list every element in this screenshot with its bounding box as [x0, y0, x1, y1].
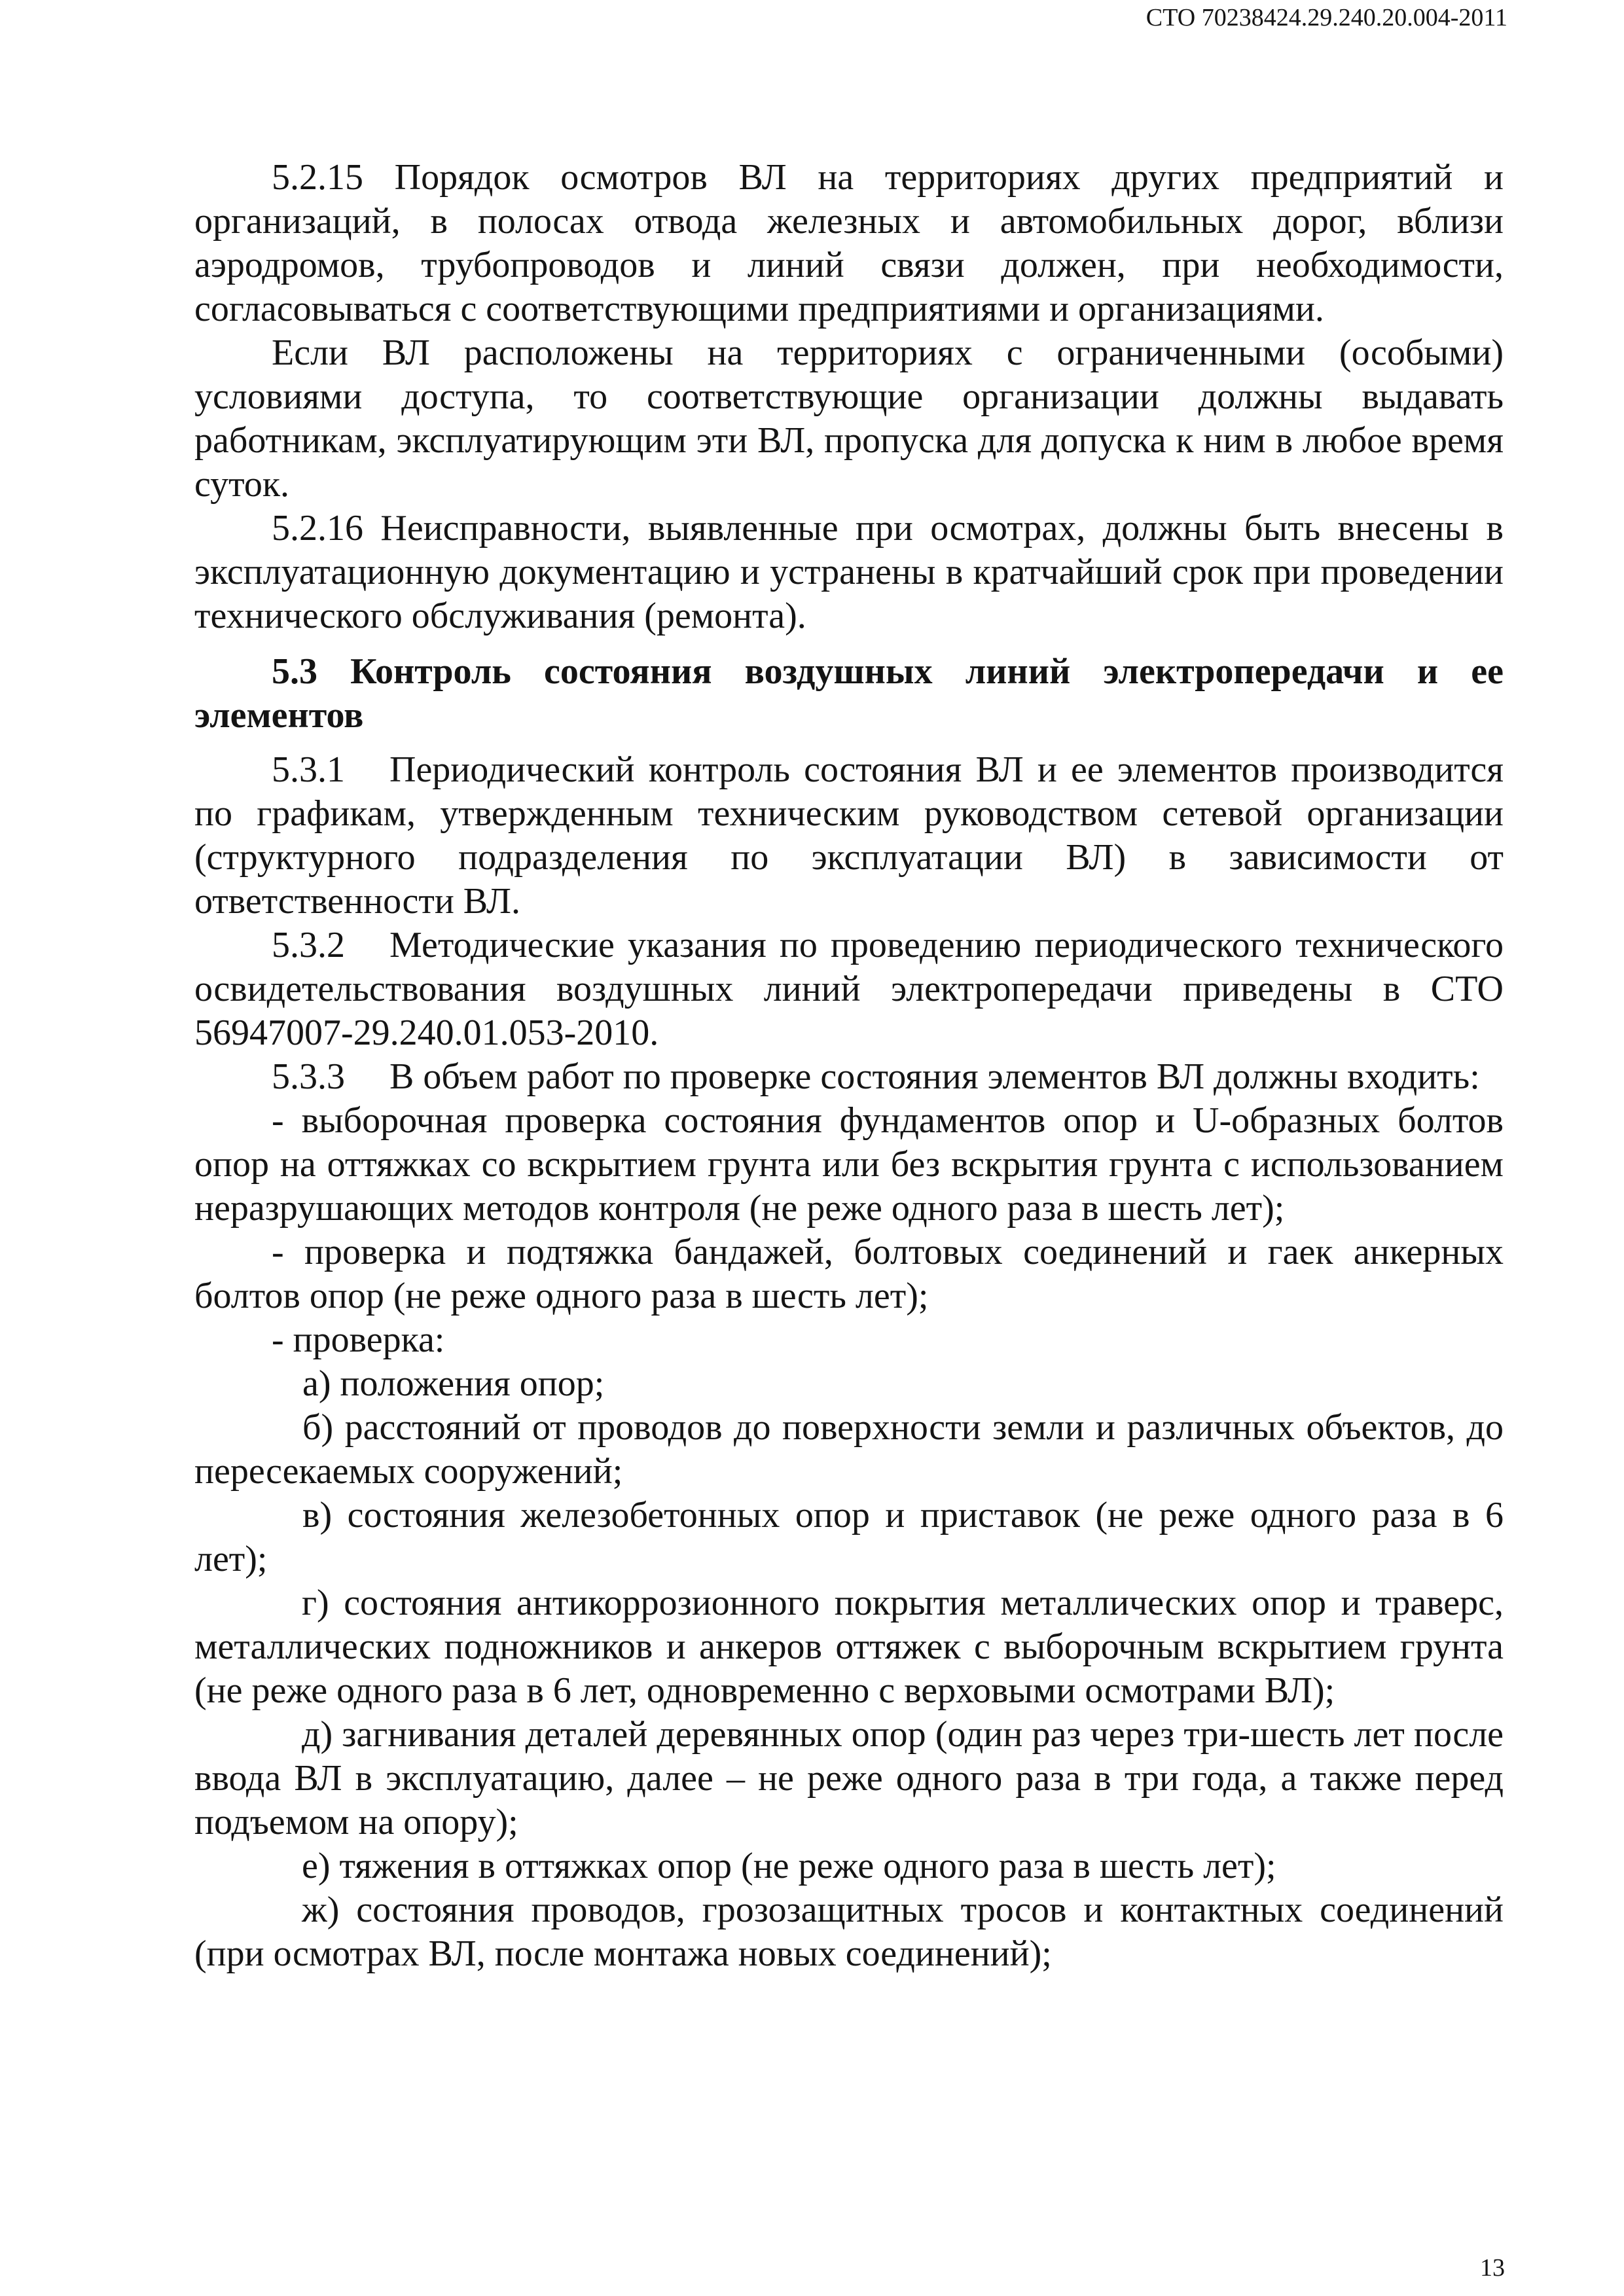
section-heading-5-3: 5.3 Контроль состояния воздушных линий электропередачи и ее элементов [194, 651, 1504, 736]
clause-number: 5.3.1 [272, 749, 345, 790]
clause-text: В объем работ по проверке состояния элементов ВЛ должны входить: [389, 1056, 1480, 1097]
list-item-a: а) положения опор; [302, 1363, 605, 1404]
bullet-foundations-check: - выборочная проверка состояния фундаментов опор и U-образных болтов опор на оттяжках со вскрытием грунта или без вскрытия грунта с использованием неразрушающих методов контроля (не реже одного раза в шесть лет); [194, 1100, 1504, 1229]
clause-text: Периодический контроль состояния ВЛ и ее элементов производится по графикам, утвержденным техническим руководством сетевой организации (структурного подразделения по эксплуатации ВЛ) в зависимости от ответственности ВЛ. [194, 749, 1504, 922]
clause-number: 5.3.3 [272, 1056, 345, 1097]
document-code-header: СТО 70238424.29.240.20.004-2011 [1146, 4, 1507, 31]
bullet-check-list: - проверка: [272, 1319, 445, 1360]
list-item-v: в) состояния железобетонных опор и приставок (не реже одного раза в 6 лет); [194, 1495, 1504, 1579]
paragraph-5-2-16: 5.2.16 Неисправности, выявленные при осмотрах, должны быть внесены в эксплуатационную документацию и устранены в кратчайший срок при проведении технического обслуживания (ремонта). [194, 508, 1504, 636]
page-number: 13 [1480, 2254, 1505, 2282]
paragraph-5-3-1 [194, 748, 1504, 924]
bullet-bandage-check: - проверка и подтяжка бандажей, болтовых соединений и гаек анкерных болтов опор (не реже одного раза в шесть лет); [194, 1232, 1504, 1316]
list-item-zh: ж) состояния проводов, грозозащитных тросов и контактных соединений (при осмотрах ВЛ, после монтажа новых соединений); [194, 1890, 1504, 1974]
document-body [194, 156, 1504, 1976]
paragraph-5-3-3 [194, 1055, 1504, 1099]
paragraph-5-2-15: 5.2.15 Порядок осмотров ВЛ на территориях других предприятий и организаций, в полосах отвода железных и автомобильных дорог, вблизи аэродромов, трубопроводов и линий связи должен, при необходимости, согласовываться с соответствующими предприятиями и организациями. [194, 157, 1504, 329]
paragraph-access-conditions: Если ВЛ расположены на территориях с ограниченными (особыми) условиями доступа, то соответствующие организации должны выдавать работникам, эксплуатирующим эти ВЛ, пропуска для допуска к ним в любое время суток. [194, 332, 1504, 505]
list-item-g: г) состояния антикоррозионного покрытия металлических опор и траверс, металлических подножников и анкеров оттяжек с выборочным вскрытием грунта (не реже одного раза в 6 лет, одновременно с верховыми осмотрами ВЛ); [194, 1583, 1504, 1711]
list-item-e: е) тяжения в оттяжках опор (не реже одного раза в шесть лет); [302, 1846, 1276, 1886]
list-item-b: б) расстояний от проводов до поверхности земли и различных объектов, до пересекаемых сооружений; [194, 1407, 1504, 1492]
paragraph-5-3-2 [194, 924, 1504, 1055]
clause-number: 5.3.2 [272, 925, 345, 965]
list-item-d: д) загнивания деталей деревянных опор (один раз через три-шесть лет после ввода ВЛ в эксплуатацию, далее – не реже одного раза в три года, а также перед подъемом на опору); [194, 1714, 1504, 1842]
clause-text: Методические указания по проведению периодического технического освидетельствования воздушных линий электропередачи приведены в СТО 56947007-29.240.01.053-2010. [194, 925, 1504, 1053]
